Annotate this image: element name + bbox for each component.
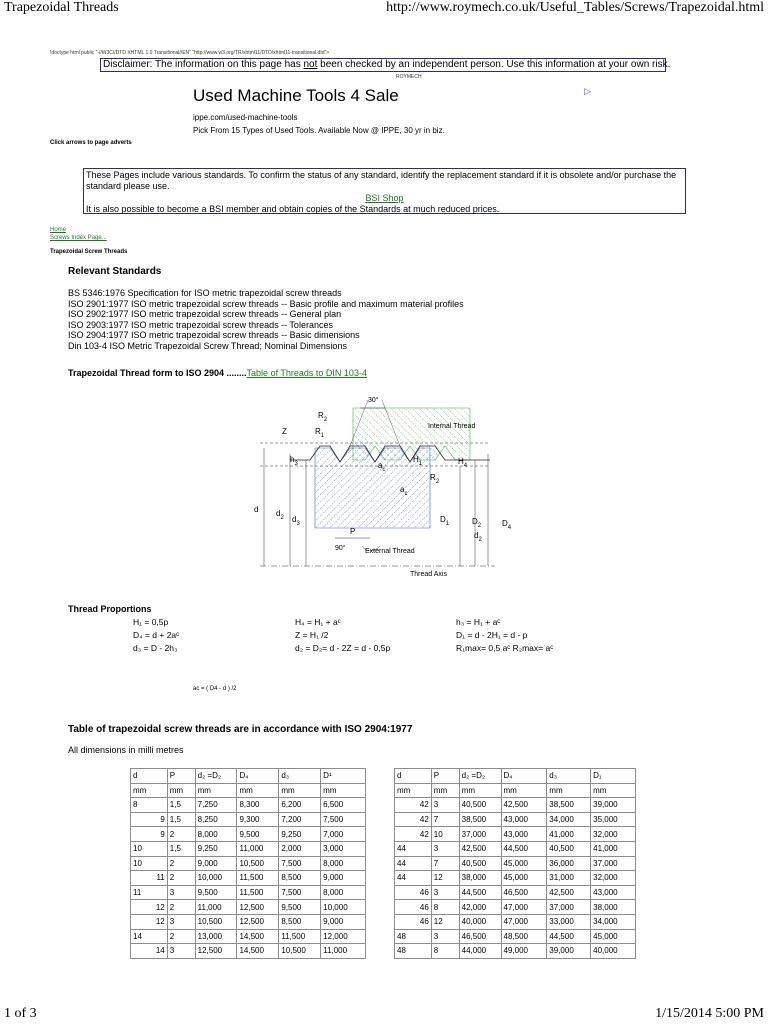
table-row (395, 944, 636, 959)
thread-form-title-text: Trapezoidal Thread form to ISO 2904 ........ (68, 368, 247, 378)
D1-label: $D_1$ (440, 515, 450, 527)
angle-top-label: 30° (368, 397, 379, 404)
doctype-text: !doctype html public "-//W3C//DTD XHTML 1.0 Transitional//EN" "http://www.w3.org/TR/xhtml11/DTD/xhtml11-transitional.dtd"> (50, 50, 330, 56)
table-cell: 7,500 (321, 812, 366, 827)
table-cell: 40,000 (459, 914, 501, 929)
external-thread-label: External Thread (365, 548, 415, 555)
z-label: Z (282, 427, 287, 436)
table-cell: d₃ (279, 769, 321, 784)
table-cell: 42,500 (459, 841, 501, 856)
breadcrumb-current: Trapezoidal Screw Threads (50, 249, 128, 255)
table-row (131, 900, 366, 915)
table-cell: 2 (167, 871, 195, 886)
table-cell: 41,000 (591, 841, 636, 856)
table-cell: 8,000 (195, 827, 237, 842)
table-cell: mm (321, 783, 366, 798)
table-cell: 3 (431, 798, 459, 813)
table-row (395, 914, 636, 929)
table-cell: 40,000 (591, 944, 636, 959)
table-cell: 9,000 (195, 856, 237, 871)
D2-label: $D_2$ (472, 517, 482, 529)
proportion-formula: d₂ = D₂= d - 2Z = d - 0,5p (295, 643, 391, 653)
table-cell: 36,000 (547, 856, 591, 871)
table-cell: 42,500 (547, 885, 591, 900)
table-row (395, 856, 636, 871)
table-cell: 8 (431, 900, 459, 915)
table-row (395, 827, 636, 842)
disclaimer-text-after: been checked by an independent person. Use this information at your own risk. (317, 59, 671, 70)
breadcrumb-home-link[interactable]: Home (50, 227, 67, 233)
table-cell: 14 (131, 929, 168, 944)
table-cell: 9 (131, 827, 168, 842)
table-cell: D₄ (237, 769, 279, 784)
h1-label: $H_1$ (413, 455, 423, 467)
proportion-formula: d₃ = D - 2h₃ (133, 643, 178, 653)
table-cell: 10,000 (321, 900, 366, 915)
table-cell: 10 (131, 856, 168, 871)
table-cell: P (167, 769, 195, 784)
table-row (395, 900, 636, 915)
table-cell: 7,000 (321, 827, 366, 842)
table-cell: 9,250 (195, 841, 237, 856)
table-cell: d₃ (547, 769, 591, 784)
table-cell: 44 (395, 841, 432, 856)
table-row (395, 871, 636, 886)
table-cell: 41,000 (547, 827, 591, 842)
thread-table-title: Table of trapezoidal screw threads are in accordance with ISO 2904:1977 (68, 724, 413, 735)
table-cell: 46,500 (501, 885, 547, 900)
table-cell: 10 (431, 827, 459, 842)
table-row (131, 827, 366, 842)
table-cell: 43,000 (591, 885, 636, 900)
table-cell: D₁ (591, 769, 636, 784)
bsi-shop-link[interactable]: BSI Shop (365, 193, 404, 203)
table-cell: 12,500 (237, 914, 279, 929)
thread-proportions-heading: Thread Proportions (68, 604, 152, 614)
internal-thread-region (353, 408, 470, 460)
table-cell: 8,500 (279, 914, 321, 929)
din-table-link[interactable]: Table of Threads to DIN 103-4 (246, 368, 367, 378)
table-cell: 44,500 (547, 929, 591, 944)
table-cell: 12,500 (195, 944, 237, 959)
table-cell: 38,500 (547, 798, 591, 813)
table-cell: 8,000 (321, 856, 366, 871)
table-cell: 9,500 (195, 885, 237, 900)
table-row (131, 944, 366, 959)
table-cell: 10 (131, 841, 168, 856)
table-cell: 13,000 (195, 929, 237, 944)
breadcrumb-index-link[interactable]: Screws Index Page... (50, 235, 107, 241)
table-cell: 44,500 (501, 841, 547, 856)
table-cell: mm (591, 783, 636, 798)
table-row (131, 871, 366, 886)
table-cell: 6,500 (321, 798, 366, 813)
table-cell: 44 (395, 871, 432, 886)
disclaimer-text-before: Disclaimer: The information on this page has (103, 59, 304, 70)
standard-item: BS 5346:1976 Specification for ISO metric trapezoidal screw threads (68, 288, 342, 298)
table-cell: 37,000 (591, 856, 636, 871)
table-cell: mm (431, 783, 459, 798)
table-cell: d₂ =D₂ (459, 769, 501, 784)
table-cell: 48 (395, 944, 432, 959)
table-cell: 8 (131, 798, 168, 813)
table-header-row (395, 769, 636, 784)
table-cell: 1,5 (167, 841, 195, 856)
table-cell: 12,000 (321, 929, 366, 944)
relevant-standards-heading: Relevant Standards (68, 266, 162, 277)
relevant-standards-list (68, 288, 464, 351)
table-cell: 38,000 (459, 871, 501, 886)
table-cell: 2 (167, 900, 195, 915)
table-cell: 45,000 (501, 856, 547, 871)
table-cell: 37,000 (547, 900, 591, 915)
table-cell: 12 (431, 871, 459, 886)
table-row (395, 812, 636, 827)
proportion-formula: R₁max= 0,5 aᶜ R₂max= aᶜ (456, 643, 554, 653)
standard-item: Din 103-4 ISO Metric Trapezoidal Screw Thread; Nominal Dimensions (68, 340, 347, 351)
h4-label: $H_4$ (458, 457, 468, 469)
table-cell: 11,000 (321, 944, 366, 959)
table-cell: 3 (431, 929, 459, 944)
table-cell: 7,500 (279, 856, 321, 871)
table-cell: 40,500 (459, 856, 501, 871)
table-cell: 10,500 (279, 944, 321, 959)
print-header-url: http://www.roymech.co.uk/Useful_Tables/Screws/Trapezoidal.html (386, 0, 764, 15)
table-cell: mm (237, 783, 279, 798)
table-cell: 9 (131, 812, 168, 827)
table-cell: 12 (431, 914, 459, 929)
table-cell: 45,000 (591, 929, 636, 944)
table-cell: 11,000 (237, 841, 279, 856)
table-row (131, 929, 366, 944)
standard-item: ISO 2904:1977 ISO metric trapezoidal screw threads -- Basic dimensions (68, 330, 360, 340)
table-cell: 14 (131, 944, 168, 959)
table-cell: 37,000 (459, 827, 501, 842)
table-cell: 39,000 (591, 798, 636, 813)
standard-item: ISO 2903:1977 ISO metric trapezoidal screw threads -- Tolerances (68, 319, 333, 330)
table-header-row (131, 769, 366, 784)
table-cell: 39,000 (547, 944, 591, 959)
table-cell: 11,000 (195, 900, 237, 915)
ad-choices-icon[interactable]: ▷ (584, 86, 591, 96)
table-header-row (131, 783, 366, 798)
proportion-formula: H₁ = 0,5p (133, 617, 169, 627)
table-cell: 7,200 (279, 812, 321, 827)
table-cell: d₂ =D₂ (195, 769, 237, 784)
table-row (395, 841, 636, 856)
h3-label: $h_3$ (290, 455, 298, 467)
table-cell: 8,000 (321, 885, 366, 900)
click-arrows-note: Click arrows to page adverts (50, 140, 132, 146)
table-cell: 35,000 (591, 812, 636, 827)
table-cell: 11,500 (279, 929, 321, 944)
table-cell: 9,300 (237, 812, 279, 827)
table-cell: 44,500 (459, 885, 501, 900)
table-header-row (395, 783, 636, 798)
proportion-formula: Z = H₁ /2 (295, 630, 329, 640)
p-label: P (350, 527, 356, 536)
table-cell: 42 (395, 812, 432, 827)
table-cell: 7 (431, 812, 459, 827)
table-cell: mm (195, 783, 237, 798)
print-header-title: Trapezoidal Threads (4, 0, 119, 15)
table-cell: P (431, 769, 459, 784)
table-cell: 7,500 (279, 885, 321, 900)
standards-notice-line1: These Pages include various standards. To confirm the status of any standard, identify the replacement standard if it is obsolete and/or purchase the standard please use. (86, 170, 677, 191)
print-footer-page: 1 of 3 (4, 1006, 37, 1021)
table-cell: 8,500 (279, 871, 321, 886)
table-cell: 2 (167, 929, 195, 944)
table-cell: 9,000 (321, 914, 366, 929)
table-row (395, 885, 636, 900)
r1-label: $R_1$ (315, 427, 325, 439)
table-cell: 2,000 (279, 841, 321, 856)
table-cell: 44,000 (459, 944, 501, 959)
table-cell: 1,5 (167, 812, 195, 827)
table-cell: 42,000 (459, 900, 501, 915)
table-cell: 12,500 (237, 900, 279, 915)
table-cell: d (131, 769, 168, 784)
table-cell: 38,000 (591, 900, 636, 915)
table-cell: 46,500 (459, 929, 501, 944)
thread-table-right (394, 768, 636, 959)
advert-url[interactable]: ippe.com/used-machine-tools (193, 113, 298, 122)
proportion-formula: D₁ = d - 2H₁ = d - p (456, 630, 528, 640)
table-cell: 9,000 (321, 871, 366, 886)
table-cell: 40,500 (459, 798, 501, 813)
table-cell: 46 (395, 914, 432, 929)
disclaimer-emphasis: not (303, 59, 318, 70)
table-cell: 48 (395, 929, 432, 944)
table-cell: 47,000 (501, 914, 547, 929)
disclaimer-box (100, 58, 671, 72)
table-cell: 9,500 (279, 900, 321, 915)
table-cell: 43,000 (501, 812, 547, 827)
table-cell: 6,200 (279, 798, 321, 813)
table-cell: 3 (431, 841, 459, 856)
table-cell: 34,000 (591, 914, 636, 929)
table-cell: 46 (395, 885, 432, 900)
table-cell: 40,500 (547, 841, 591, 856)
table-cell: 42,500 (501, 798, 547, 813)
table-cell: 3 (167, 944, 195, 959)
table-cell: 9,250 (279, 827, 321, 842)
table-cell: 8 (431, 944, 459, 959)
standards-notice-box (83, 168, 686, 214)
table-cell: 11,500 (237, 885, 279, 900)
table-row (131, 841, 366, 856)
table-cell: 43,000 (501, 827, 547, 842)
advert-title-link[interactable]: Used Machine Tools 4 Sale (193, 86, 399, 105)
table-cell: 47,000 (501, 900, 547, 915)
dimensions-note: All dimensions in milli metres (68, 745, 184, 755)
ac-label: $a_c$ (378, 461, 386, 473)
advert-description: Pick From 15 Types of Used Tools. Available Now @ IPPE, 30 yr in biz. (193, 126, 445, 135)
table-cell: 11 (131, 885, 168, 900)
table-cell: 32,000 (591, 827, 636, 842)
table-cell: 7,250 (195, 798, 237, 813)
table-cell: 44 (395, 856, 432, 871)
table-cell: mm (395, 783, 432, 798)
table-cell: 7 (431, 856, 459, 871)
table-row (131, 812, 366, 827)
thread-table-left (130, 768, 366, 959)
table-cell: 32,000 (591, 871, 636, 886)
table-cell: 10,500 (237, 856, 279, 871)
ac2-label: $a_c$ (400, 485, 408, 497)
table-cell: mm (459, 783, 501, 798)
standard-item: ISO 2902:1977 ISO metric trapezoidal screw threads -- General plan (68, 309, 342, 319)
table-cell: 1,5 (167, 798, 195, 813)
d3-label: $d_3$ (292, 515, 300, 527)
r2b-label: $R_2$ (430, 473, 440, 485)
table-row (395, 798, 636, 813)
thread-profile-diagram (250, 388, 520, 580)
table-cell: d (395, 769, 432, 784)
table-cell: 45,000 (501, 871, 547, 886)
table-cell: D¹ (321, 769, 366, 784)
table-cell: 11 (131, 871, 168, 886)
table-cell: 34,000 (547, 812, 591, 827)
proportion-formula: h₃ = H₁ + aᶜ (456, 617, 501, 627)
proportion-formula: D₄ = d + 2aᶜ (133, 630, 180, 640)
angle-bottom-label: 90° (335, 545, 346, 552)
D4-label: $D_4$ (502, 519, 512, 531)
table-cell: 38,500 (459, 812, 501, 827)
table-cell: mm (501, 783, 547, 798)
table-cell: 14,500 (237, 929, 279, 944)
table-cell: 49,000 (501, 944, 547, 959)
table-cell: D₄ (501, 769, 547, 784)
table-cell: 33,000 (547, 914, 591, 929)
table-row (131, 914, 366, 929)
table-cell: 11,500 (237, 871, 279, 886)
table-row (395, 929, 636, 944)
table-cell: 42 (395, 827, 432, 842)
print-footer-datetime: 1/15/2014 5:00 PM (655, 1006, 764, 1021)
table-cell: 8,300 (237, 798, 279, 813)
table-cell: 10,500 (195, 914, 237, 929)
table-cell: mm (279, 783, 321, 798)
table-cell: mm (547, 783, 591, 798)
table-cell: 3 (431, 885, 459, 900)
table-cell: 46 (395, 900, 432, 915)
thread-form-title (68, 368, 367, 378)
table-cell: 8,250 (195, 812, 237, 827)
table-row (131, 856, 366, 871)
d2-label: $d_2$ (276, 509, 284, 521)
table-cell: 42 (395, 798, 432, 813)
d2b-label: $d_2$ (474, 531, 482, 543)
table-cell: 10,000 (195, 871, 237, 886)
internal-thread-label: Internal Thread (428, 423, 476, 430)
table-cell: 3 (167, 885, 195, 900)
table-cell: 2 (167, 827, 195, 842)
table-cell: 14,500 (237, 944, 279, 959)
standards-notice-line2: It is also possible to become a BSI member and obtain copies of the Standards at much reduced prices. (86, 204, 500, 214)
table-cell: 9,500 (237, 827, 279, 842)
table-cell: mm (167, 783, 195, 798)
table-cell: 3,000 (321, 841, 366, 856)
table-row (131, 798, 366, 813)
proportion-formula: H₄ = H₁ + aᶜ (295, 617, 341, 627)
thread-axis-label: Thread Axis (410, 571, 447, 578)
ac-formula-note: ac = ( D4 - d ) /2 (193, 686, 237, 692)
standard-item: ISO 2901:1977 ISO metric trapezoidal screw threads -- Basic profile and maximum material profiles (68, 298, 464, 309)
table-cell: 2 (167, 856, 195, 871)
table-cell: 3 (167, 914, 195, 929)
table-cell: mm (131, 783, 168, 798)
table-cell: 48,500 (501, 929, 547, 944)
table-cell: 12 (131, 914, 168, 929)
d-label: d (254, 505, 259, 514)
table-cell: 31,000 (547, 871, 591, 886)
r2-label: $R_2$ (318, 411, 328, 423)
roymech-label: ROYMECH (396, 74, 422, 80)
table-cell: 12 (131, 900, 168, 915)
table-row (131, 885, 366, 900)
